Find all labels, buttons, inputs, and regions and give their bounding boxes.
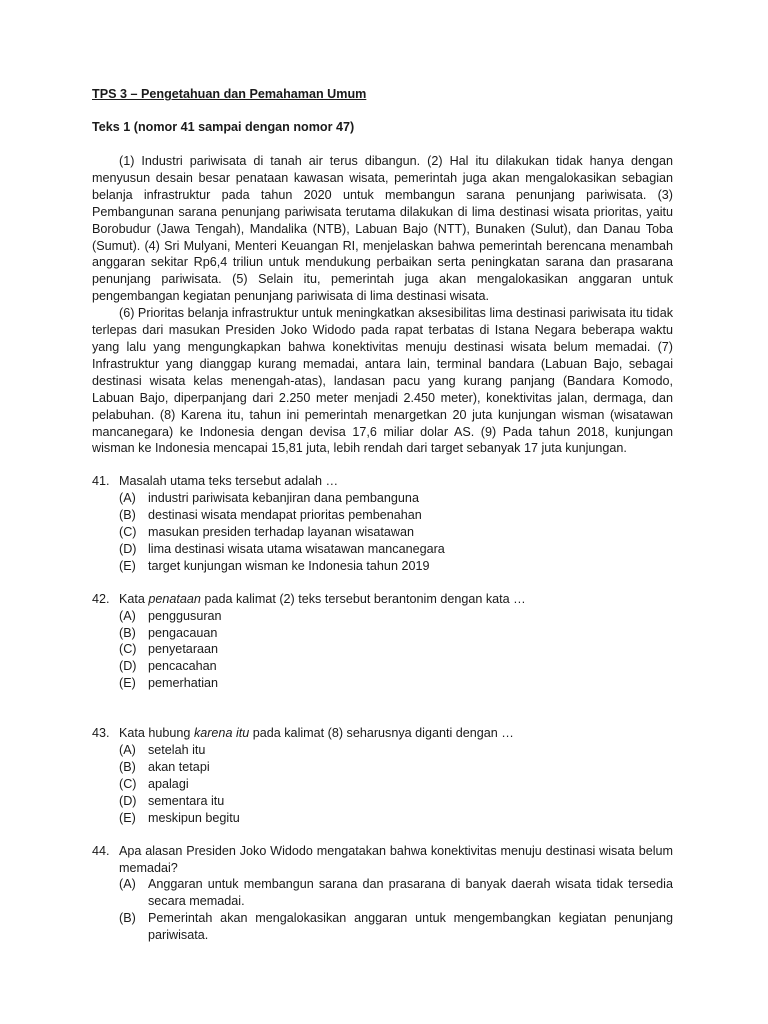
option-text: masukan presiden terhadap layanan wisatawan: [148, 525, 415, 540]
question-number: 44.: [92, 843, 110, 858]
answer-option-b: [119, 507, 673, 524]
question-text-italic: karena itu: [193, 726, 250, 741]
question-text: Masalah utama teks tersebut adalah …: [119, 474, 339, 489]
answer-option-b: [119, 759, 673, 776]
question-text-after: pada kalimat (8) seharusnya diganti dengan …: [249, 726, 514, 741]
answer-options: [119, 742, 673, 827]
section-title: TPS 3 – Pengetahuan dan Pemahaman Umum: [92, 87, 367, 101]
answer-option-d: [119, 541, 673, 558]
answer-options: [119, 608, 673, 693]
answer-option-e: [119, 810, 673, 827]
question-text: [119, 725, 673, 742]
answer-option-e: [119, 675, 673, 692]
option-text: destinasi wisata mendapat prioritas pembenahan: [148, 508, 422, 523]
answer-option-c: [119, 524, 673, 541]
answer-option-d: [119, 793, 673, 810]
question-number: 42.: [92, 591, 110, 606]
question-44: [92, 843, 673, 944]
answer-option-c: [119, 776, 673, 793]
option-letter: (A): [119, 877, 136, 892]
option-text: pemerhatian: [148, 676, 219, 691]
option-letter: (E): [119, 676, 136, 691]
answer-options: [119, 490, 673, 575]
answer-option-a: [119, 742, 673, 759]
option-letter: (D): [119, 541, 137, 556]
option-text: penggusuran: [148, 608, 222, 623]
question-text-italic: penataan: [148, 591, 201, 606]
question-text-after: pada kalimat (2) teks tersebut berantonim dengan kata …: [200, 591, 526, 606]
option-letter: (B): [119, 508, 136, 523]
question-text: [119, 591, 673, 608]
option-letter: (C): [119, 525, 137, 540]
question-42: [92, 591, 673, 692]
option-text: Anggaran untuk membangun sarana dan prasarana di banyak daerah wisata tidak tersedia secara memadai.: [148, 877, 673, 909]
option-letter: (E): [119, 810, 136, 825]
answer-option-e: [119, 558, 673, 575]
question-43: [92, 725, 673, 826]
answer-option-a: [119, 490, 673, 507]
option-text: akan tetapi: [148, 760, 210, 774]
option-text: meskipun begitu: [148, 810, 240, 825]
option-text: target kunjungan wisman ke Indonesia tahun 2019: [148, 558, 430, 573]
option-letter: (A): [119, 608, 136, 623]
answer-option-a: [119, 876, 673, 910]
option-letter: (C): [119, 776, 137, 791]
question-text-before: Kata: [119, 591, 149, 606]
text-subtitle: Teks 1 (nomor 41 sampai dengan nomor 47): [92, 120, 355, 134]
option-letter: (B): [119, 760, 136, 774]
passage-paragraph-2: (6) Prioritas belanja infrastruktur untuk meningkatkan aksesibilitas lima destinasi pariwisata itu tidak terlepas dari masukan Presiden Joko Widodo pada rapat terbatas di Istana Negara beberapa waktu yang lalu yang mengungkapkan bahwa konektivitas menuju destinasi wisata belum memadai. (7) Infrastruktur yang dianggap kurang memadai, antara lain, terminal bandara (Labuan Bajo, sebagai destinasi wisata kelas menengah-atas), landasan pacu yang kurang panjang (Bandara Komodo, Labuan Bajo, diperpanjang dari 2.250 meter menjadi 2.450 meter), konektivitas jalan, dermaga, dan pelabuhan. (8) Karena itu, tahun ini pemerintah menargetkan 20 juta kunjungan wisman (wisatawan mancanegara) ke Indonesia dengan devisa 17,6 miliar dolar AS. (9) Pada tahun 2018, kunjungan wisman ke Indonesia mencapai 15,81 juta, lebih rendah dari target sebanyak 17 juta kunjungan.: [92, 306, 673, 456]
option-letter: (E): [119, 558, 136, 573]
option-text: setelah itu: [148, 743, 206, 758]
answer-option-c: [119, 641, 673, 658]
option-text: apalagi: [148, 776, 189, 791]
option-text: pengacauan: [148, 625, 218, 640]
question-number: 43.: [92, 726, 110, 741]
question-41: [92, 473, 673, 574]
option-letter: (B): [119, 911, 136, 926]
answer-option-d: [119, 658, 673, 675]
passage-paragraph-1: (1) Industri pariwisata di tanah air terus dibangun. (2) Hal itu dilakukan tidak hanya dengan menyusun desain besar penataan kawasan wisata, pemerintah juga akan mengalokasikan sebagian belanja infrastruktur pada tahun 2020 untuk membangun sarana penunjang pariwisata. (3) Pembangunan sarana penunjang pariwisata terutama dilakukan di lima destinasi wisata prioritas, yaitu Borobudur (Jawa Tengah), Mandalika (NTB), Labuan Bajo (NTT), Bunaken (Sulut), dan Danau Toba (Sumut). (4) Sri Mulyani, Menteri Keuangan RI, menjelaskan bahwa pemerintah berencana menambah anggaran sekitar Rp6,4 triliun untuk mendukung perbaikan serta peningkatan sarana dan prasarana penunjang pariwisata. (5) Selain itu, pemerintah juga akan mengalokasikan anggaran untuk pengembangan kegiatan penunjang pariwisata di lima destinasi wisata.: [92, 154, 673, 304]
question-text: Apa alasan Presiden Joko Widodo mengatakan bahwa konektivitas menuju destinasi wisata belum memadai?: [119, 843, 673, 875]
answer-option-a: [119, 608, 673, 625]
option-text: lima destinasi wisata utama wisatawan mancanegara: [148, 541, 445, 556]
option-letter: (D): [119, 659, 137, 674]
option-text: industri pariwisata kebanjiran dana pembanguna: [148, 491, 419, 506]
option-letter: (A): [119, 743, 136, 758]
answer-option-b: [119, 625, 673, 642]
option-letter: (C): [119, 642, 137, 657]
option-text: penyetaraan: [148, 642, 219, 657]
option-letter: (D): [119, 793, 137, 808]
option-letter: (B): [119, 625, 136, 640]
option-text: Pemerintah akan mengalokasikan anggaran untuk mengembangkan kegiatan penunjang pariwisata.: [148, 911, 673, 943]
option-text: pencacahan: [148, 659, 217, 674]
reading-passage: [92, 153, 673, 457]
answer-option-b: [119, 910, 673, 944]
option-letter: (A): [119, 491, 136, 506]
question-number: 41.: [92, 474, 110, 489]
answer-options: [119, 876, 673, 944]
option-text: sementara itu: [148, 793, 225, 808]
question-text-before: Kata hubung: [119, 726, 194, 741]
